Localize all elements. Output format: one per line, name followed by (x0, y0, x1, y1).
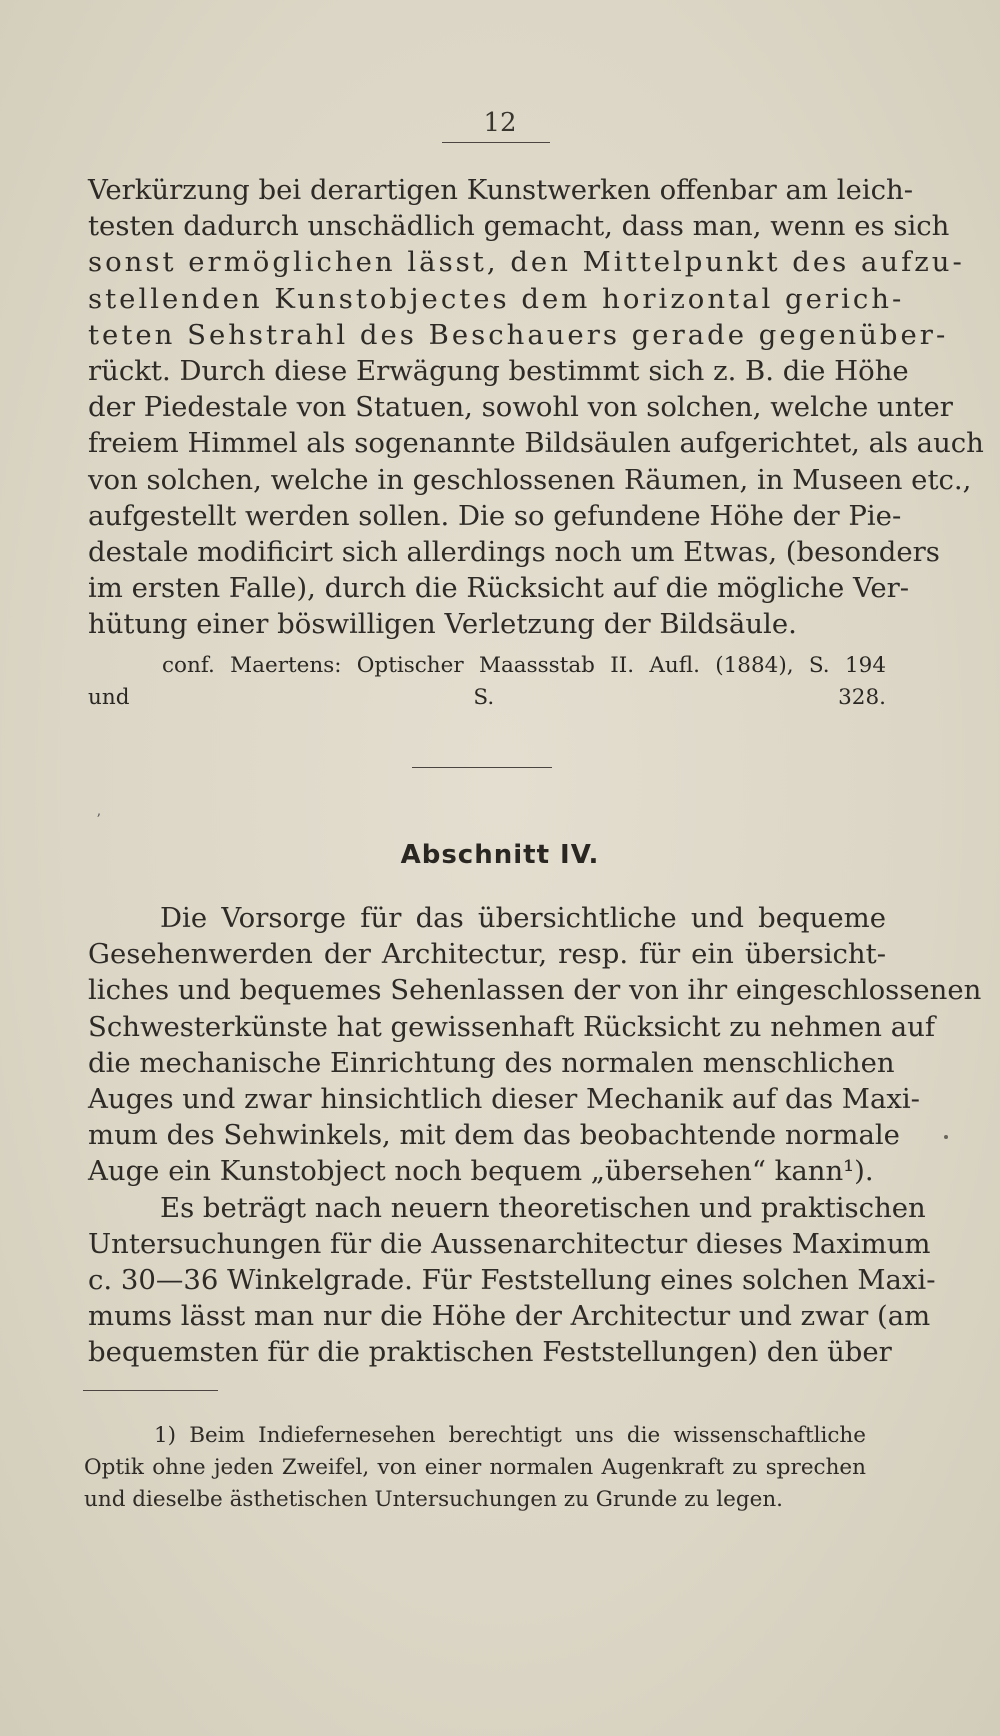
text-line: mum des Sehwinkels, mit dem das beobachtende normale (88, 1119, 900, 1152)
text-line: Die Vorsorge für das übersichtliche und bequeme (160, 902, 886, 934)
text-line: Es beträgt nach neuern theoretischen und praktischen (160, 1191, 926, 1224)
page-number: 12 (483, 108, 517, 138)
text-line: sonst ermöglichen lässt, den Mittelpunkt des aufzu- (88, 246, 965, 279)
text-line: Untersuchungen für die Aussenarchitectur dieses Maximum (88, 1227, 931, 1260)
section-heading: Abschnitt IV. (400, 840, 600, 870)
text-line: mums lässt man nur die Höhe der Architectur und zwar (am (88, 1300, 931, 1333)
text-line: die mechanische Einrichtung des normalen menschlichen (88, 1046, 895, 1079)
text-line: Auge ein Kunstobject noch bequem „übersehen“ kann¹). (88, 1155, 874, 1188)
footnote-rule (83, 1390, 218, 1391)
reference-note (88, 650, 886, 714)
text-line: teten Sehstrahl des Beschauers gerade gegenüber- (88, 318, 949, 351)
text-line: Schwesterkünste hat gewissenhaft Rücksicht zu nehmen auf (88, 1010, 936, 1043)
text-line: Verkürzung bei derartigen Kunstwerken offenbar am leich- (88, 174, 914, 206)
text-line: rückt. Durch diese Erwägung bestimmt sich z. B. die Höhe (88, 355, 909, 388)
text-line: aufgestellt werden sollen. Die so gefundene Höhe der Pie- (88, 499, 902, 532)
text-line: bequemsten für die praktischen Feststellungen) den über (88, 1336, 892, 1369)
text-line: liches und bequemes Sehenlassen der von ihr eingeschlossenen (88, 974, 982, 1007)
text-line: testen dadurch unschädlich gemacht, dass man, wenn es sich (88, 210, 950, 243)
text-line: Gesehenwerden der Architectur, resp. für ein übersicht- (88, 938, 886, 971)
footnote-line: 1) Beim Indiefernesehen berechtigt uns die wissenschaftliche (154, 1423, 866, 1448)
text-line: c. 30—36 Winkelgrade. Für Feststellung eines solchen Maxi- (88, 1264, 936, 1297)
paragraph-verkuerzung (88, 172, 984, 643)
text-line: hütung einer böswilligen Verletzung der Bildsäule. (88, 608, 797, 641)
section-divider (412, 767, 552, 768)
print-mark: ʼ (96, 812, 101, 828)
text-line: freiem Himmel als sogenannte Bildsäulen aufgerichtet, als auch (88, 427, 984, 460)
paragraph-vorsorge (88, 900, 982, 1371)
footnote (84, 1420, 866, 1516)
reference-line: conf. Maertens: Optischer Maassstab II. Aufl. (1884), S. 194 (162, 653, 886, 678)
text-line: von solchen, welche in geschlossenen Räumen, in Museen etc., (88, 463, 972, 496)
header-rule (442, 142, 550, 143)
text-line: stellenden Kunstobjectes dem horizontal gerich- (88, 282, 905, 315)
reference-line: und S. 328. (88, 685, 886, 710)
text-line: destale modificirt sich allerdings noch um Etwas, (besonders (88, 536, 940, 569)
text-line: im ersten Falle), durch die Rücksicht auf die mögliche Ver- (88, 572, 910, 605)
footnote-line: Optik ohne jeden Zweifel, von einer normalen Augenkraft zu sprechen (84, 1455, 866, 1480)
text-line: Auges und zwar hinsichtlich dieser Mechanik auf das Maxi- (88, 1083, 920, 1116)
text-line: der Piedestale von Statuen, sowohl von solchen, welche unter (88, 391, 953, 424)
footnote-line: und dieselbe ästhetischen Untersuchungen zu Grunde zu legen. (84, 1487, 784, 1512)
print-speck (944, 1135, 948, 1139)
